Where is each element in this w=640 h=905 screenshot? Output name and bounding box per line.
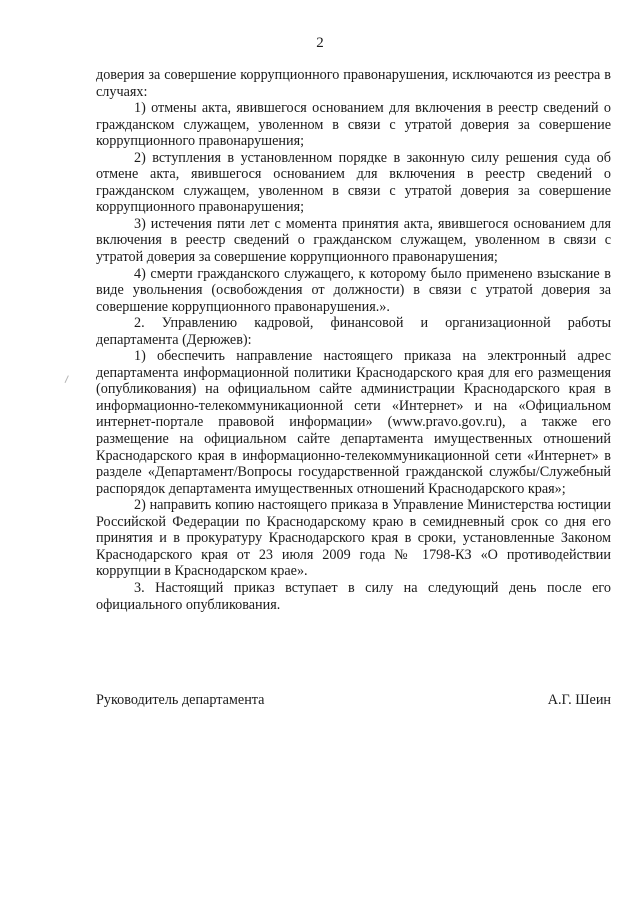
scan-mark [65, 375, 73, 384]
paragraph-item-3: 3. Настоящий приказ вступает в силу на следующий день после его официального опубликования. [96, 579, 611, 613]
page-number: 2 [316, 35, 324, 51]
paragraph-item-2-2: 2) направить копию настоящего приказа в Управление Министерства юстиции Российской Федерации по Краснодарскому краю в семидневный срок со дня его принятия и в прокуратуру Краснодарского края в сроки, установленные Законом Краснодарского края от 23 июля 2009 года № 1798-КЗ «О противодействии коррупции в Краснодарском крае». [96, 497, 611, 580]
paragraph-case-2: 2) вступления в установленном порядке в законную силу решения суда об отмене акта, явившегося основанием для включения в реестр сведений о гражданском служащем, уволенном в связи с утратой доверия за совершение коррупционного правонарушения; [96, 149, 611, 216]
signatory-name: А.Г. Шеин [547, 692, 611, 708]
signatory-position: Руководитель департамента [96, 692, 265, 708]
paragraph-item-2: 2. Управлению кадровой, финансовой и организационной работы департамента (Дерюжев): [96, 315, 611, 348]
paragraph-case-4: 4) смерти гражданского служащего, к которому было применено взыскание в виде увольнения (освобождения от должности) в связи с утратой доверия за совершение коррупционного правонарушения.». [96, 265, 611, 315]
document-body [96, 67, 611, 613]
paragraph-case-1: 1) отмены акта, явившегося основанием для включения в реестр сведений о гражданском служащем, уволенном в связи с утратой доверия за совершение коррупционного правонарушения; [96, 100, 611, 150]
paragraph-item-2-1: 1) обеспечить направление настоящего приказа на электронный адрес департамента информационной политики Краснодарского края для его размещения (опубликования) на официальном сайте администрации Краснодарского края в информационно-телекоммуникационной сети «Интернет» и на «Официальном интернет-портале правовой информации» (www.pravo.gov.ru), а также его размещение на официальном сайте департамента имущественных отношений Краснодарского края в информационно-телекоммуникационной сети «Интернет» в разделе «Департамент/Вопросы государственной гражданской службы/Служебный распорядок департамента имущественных отношений Краснодарского края»; [96, 348, 611, 497]
signature-block [96, 692, 611, 709]
paragraph-exclusion-intro: доверия за совершение коррупционного правонарушения, исключаются из реестра в случаях: [96, 67, 611, 100]
paragraph-case-3: 3) истечения пяти лет с момента принятия акта, явившегося основанием для включения в реестр сведений о гражданском служащем, уволенном в связи с утратой доверия за совершение коррупционного правонарушения; [96, 215, 611, 266]
